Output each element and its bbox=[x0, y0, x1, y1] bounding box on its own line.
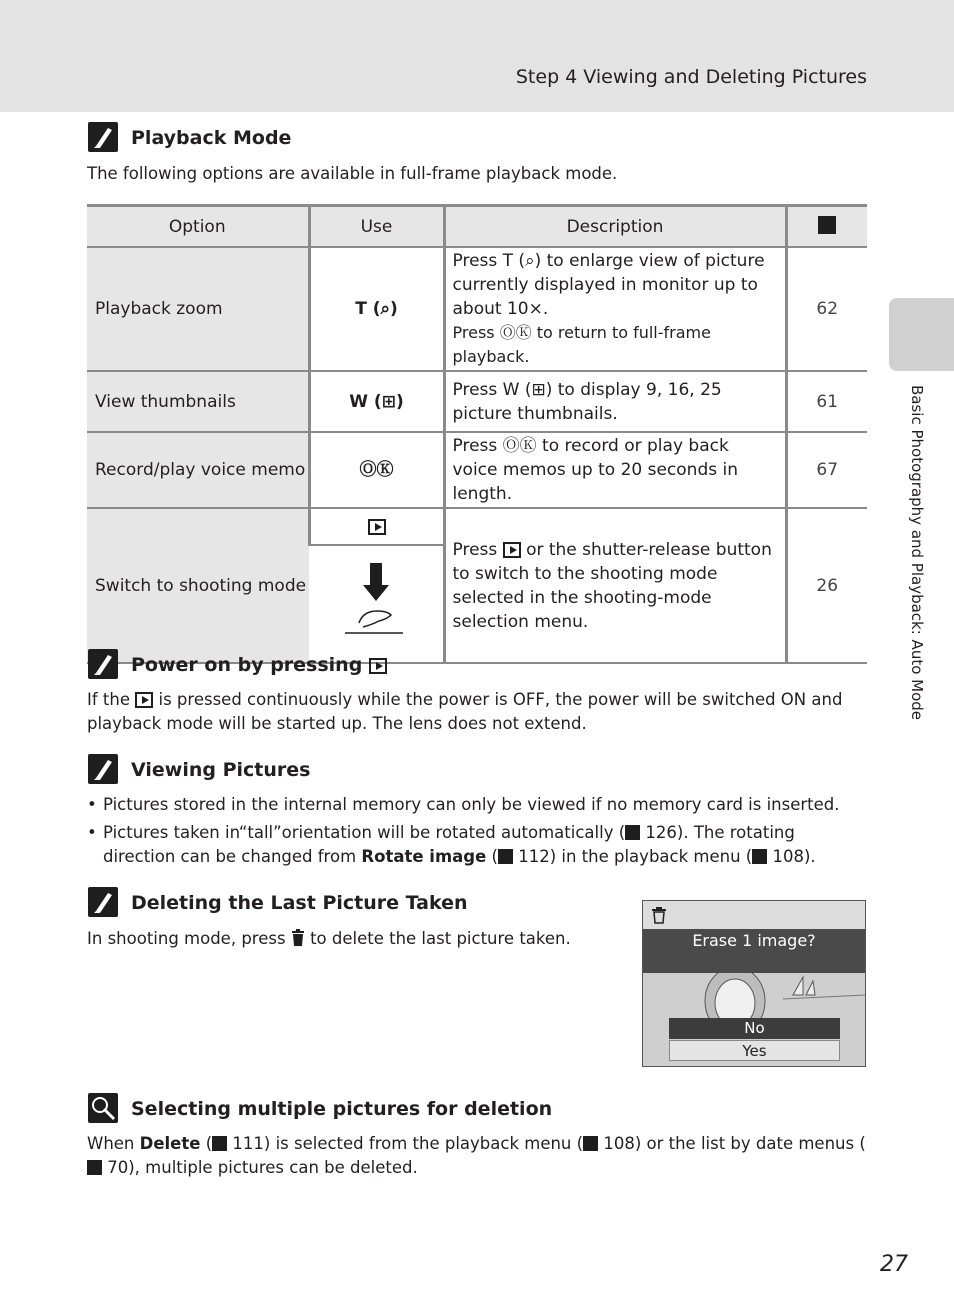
viewing-bullets bbox=[87, 793, 867, 873]
tip-icon bbox=[88, 1093, 118, 1123]
reference-icon bbox=[625, 825, 640, 840]
option-cell: Record/play voice memo bbox=[87, 432, 309, 508]
description-cell: Press W (⊞) to display 9, 16, 25 picture thumbnails. bbox=[444, 371, 786, 432]
erase-prompt: Erase 1 image? bbox=[692, 931, 816, 950]
table-row bbox=[87, 432, 867, 508]
option-cell: Playback zoom bbox=[87, 247, 309, 371]
yes-option[interactable]: Yes bbox=[669, 1040, 840, 1061]
header-title: Step 4 Viewing and Deleting Pictures bbox=[515, 66, 867, 88]
note-icon bbox=[88, 887, 118, 917]
use-cell: W (⊞) bbox=[309, 371, 444, 432]
note-icon bbox=[88, 649, 118, 679]
description-cell bbox=[444, 247, 786, 371]
trash-icon bbox=[291, 929, 305, 946]
list-item: • Pictures stored in the internal memory can only be viewed if no memory card is inserted. bbox=[87, 793, 867, 817]
playback-button-icon bbox=[503, 542, 521, 558]
no-option[interactable]: No bbox=[669, 1018, 840, 1039]
table-row bbox=[87, 508, 867, 545]
playback-intro: The following options are available in full-frame playback mode. bbox=[87, 164, 618, 183]
page-number: 27 bbox=[880, 1252, 908, 1277]
page-ref: 62 bbox=[786, 247, 867, 371]
trash-icon bbox=[650, 906, 668, 924]
reference-icon bbox=[87, 1160, 102, 1175]
page-header bbox=[0, 0, 954, 112]
use-cell bbox=[309, 545, 444, 663]
option-cell: View thumbnails bbox=[87, 371, 309, 432]
power-on-text: If the is pressed continuously while the power is OFF, the power will be switched ON and playback mode will be started up. The lens does not extend. bbox=[87, 690, 843, 733]
page-ref: 67 bbox=[786, 432, 867, 508]
list-item: • Pictures taken in“tall”orientation will be rotated automatically ( 126). The rotating direction can be changed from Rotate image ( 112) in the playback menu ( 108). bbox=[87, 821, 867, 869]
description-text: Press T (⌕) to enlarge view of picture currently displayed in monitor up to about 10×. bbox=[452, 251, 765, 319]
deleting-text: In shooting mode, press to delete the last picture taken. bbox=[87, 929, 571, 948]
page-ref: 26 bbox=[786, 508, 867, 663]
table-row bbox=[87, 371, 867, 432]
chapter-tab-label: Basic Photography and Playback: Auto Mode bbox=[908, 385, 926, 721]
multiple-deletion-title: Selecting multiple pictures for deletion bbox=[131, 1098, 553, 1120]
playback-button-icon bbox=[368, 519, 386, 535]
column-header-description: Description bbox=[444, 206, 786, 248]
playback-options-table bbox=[87, 204, 867, 664]
note-icon bbox=[88, 754, 118, 784]
viewing-pictures-title: Viewing Pictures bbox=[131, 759, 311, 781]
reference-icon bbox=[752, 849, 767, 864]
column-header-option: Option bbox=[87, 206, 309, 248]
use-cell bbox=[309, 508, 444, 545]
option-cell: Switch to shooting mode bbox=[87, 508, 309, 663]
playback-button-icon bbox=[135, 692, 153, 708]
multiple-deletion-text: When Delete ( 111) is selected from the playback menu ( 108) or the list by date menus ( 70), multiple pictures can be deleted. bbox=[87, 1134, 866, 1177]
description-cell: Press ⓄⓀ to record or play back voice memos up to 20 seconds in length. bbox=[444, 432, 786, 508]
description-cell: Press or the shutter-release button to switch to the shooting mode selected in the shooting-mode selection menu. bbox=[444, 508, 786, 663]
use-cell: ⓄⓀ bbox=[309, 432, 444, 508]
playback-button-icon bbox=[369, 658, 387, 674]
page-ref: 61 bbox=[786, 371, 867, 432]
deleting-title: Deleting the Last Picture Taken bbox=[131, 892, 468, 914]
reference-icon bbox=[786, 206, 867, 248]
chapter-tab bbox=[889, 298, 954, 371]
column-header-use: Use bbox=[309, 206, 444, 248]
reference-icon bbox=[498, 849, 513, 864]
note-icon bbox=[88, 122, 118, 152]
reference-icon bbox=[212, 1136, 227, 1151]
description-text: Press ⓄⓀ to return to full-frame playback. bbox=[452, 323, 711, 366]
playback-mode-title: Playback Mode bbox=[131, 127, 292, 149]
camera-monitor-screen bbox=[642, 900, 866, 1067]
use-cell: T (⌕) bbox=[309, 247, 444, 371]
table-row bbox=[87, 247, 867, 371]
shutter-release-icon bbox=[341, 561, 411, 641]
reference-icon bbox=[583, 1136, 598, 1151]
power-on-title: Power on by pressing bbox=[131, 654, 387, 676]
